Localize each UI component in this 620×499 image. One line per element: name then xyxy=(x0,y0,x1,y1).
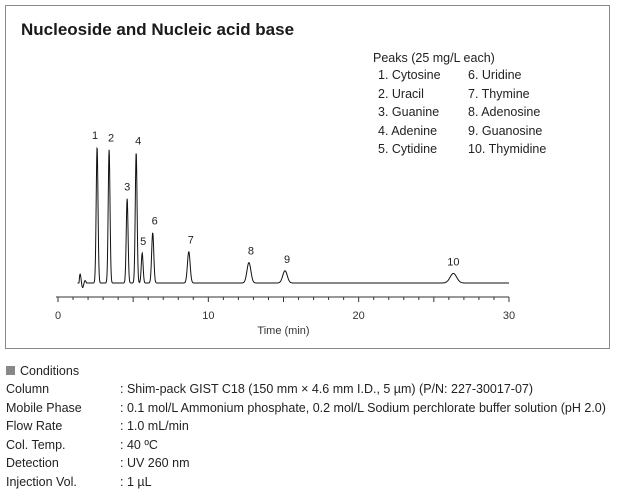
peak-label: 8 xyxy=(247,245,254,258)
condition-value: : 1 µL xyxy=(120,474,152,489)
legend-heading: Peaks (25 mg/L each) xyxy=(373,51,495,65)
legend-item: 2. Uracil xyxy=(378,86,424,101)
x-tick-label: 0 xyxy=(54,310,62,322)
legend-item: 4. Adenine xyxy=(378,123,438,138)
peak-label: 1 xyxy=(92,130,99,142)
conditions-heading xyxy=(6,364,79,378)
condition-value: : 40 ºC xyxy=(120,437,158,452)
condition-label: Mobile Phase xyxy=(6,400,82,415)
conditions-heading-label: Conditions xyxy=(20,364,80,378)
condition-label: Col. Temp. xyxy=(6,437,66,452)
legend-item: 7. Thymine xyxy=(468,86,530,101)
x-tick-label: 10 xyxy=(202,310,215,322)
condition-label: Flow Rate xyxy=(6,419,63,433)
legend-item: 6. Uridine xyxy=(468,68,522,82)
legend-item: 8. Adenosine xyxy=(468,105,541,119)
peak-label: 10 xyxy=(447,256,460,269)
x-axis-label: Time (min) xyxy=(257,325,310,337)
condition-value: : 1.0 mL/min xyxy=(120,419,189,433)
legend-item: 3. Guanine xyxy=(378,105,440,119)
peak-label: 3 xyxy=(124,181,131,194)
square-bullet-icon xyxy=(6,366,15,375)
condition-value: : Shim-pack GIST C18 (150 mm × 4.6 mm I.D., 5 µm) (P/N: 227-30017-07) xyxy=(120,382,534,396)
peak-label: 4 xyxy=(135,135,142,148)
peak-label: 2 xyxy=(108,132,115,145)
condition-label: Column xyxy=(6,382,50,396)
condition-label: Injection Vol. xyxy=(6,474,77,489)
peak-label: 9 xyxy=(283,253,291,266)
legend-item: 5. Cytidine xyxy=(378,142,438,156)
legend-item: 9. Guanosine xyxy=(468,123,543,138)
condition-value: : 0.1 mol/L Ammonium phosphate, 0.2 mol/L Sodium perchlorate buffer solution (pH 2.0) xyxy=(120,400,606,415)
condition-value: : UV 260 nm xyxy=(120,456,190,470)
condition-label: Detection xyxy=(6,456,59,470)
peak-label: 5 xyxy=(140,236,147,249)
x-tick-label: 30 xyxy=(502,310,516,322)
legend-item: 10. Thymidine xyxy=(468,142,547,156)
legend-item: 1. Cytosine xyxy=(378,68,441,82)
chart-title: Nucleoside and Nucleic acid base xyxy=(21,20,295,39)
chromatogram-trace xyxy=(78,148,509,287)
peak-label: 7 xyxy=(187,234,194,247)
peak-label: 6 xyxy=(151,215,158,228)
x-tick-label: 20 xyxy=(352,310,365,322)
